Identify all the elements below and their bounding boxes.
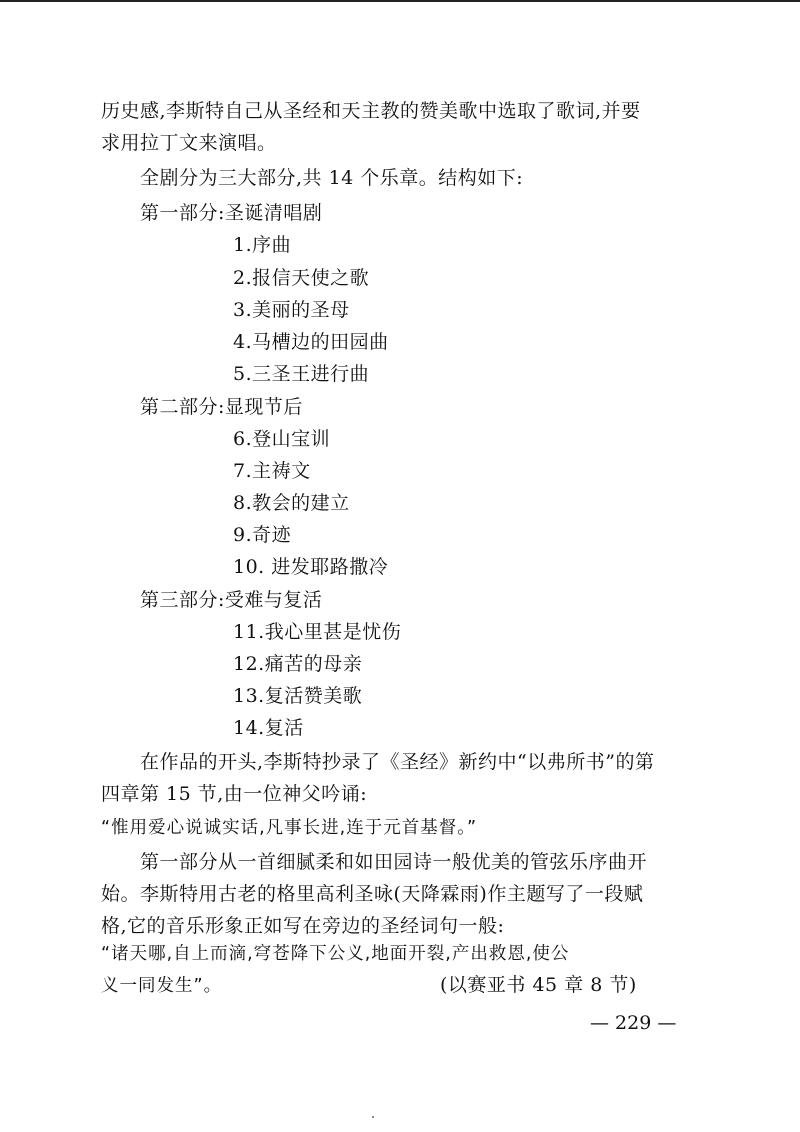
- scripture-citation: (以赛亚书 45 章 8 节): [440, 974, 637, 996]
- movement-item: 2.报信天使之歌: [233, 267, 370, 289]
- movement-item: 6.登山宝训: [233, 428, 331, 450]
- part-title: 第三部分:受难与复活: [140, 589, 323, 611]
- scripture-quote: “诸天哪,自上而滴,穹苍降下公义,地面开裂,产出救恩,使公: [101, 944, 570, 964]
- paragraph-line: 格,它的音乐形象正如写在旁边的圣经词句一般:: [101, 915, 505, 937]
- movement-item: 11.我心里甚是忧伤: [233, 621, 402, 643]
- movement-item: 5.三圣王进行曲: [233, 363, 370, 385]
- movement-item: 3.美丽的圣母: [233, 299, 350, 321]
- movement-item: 13.复活赞美歌: [233, 685, 363, 707]
- movement-item: 10. 进发耶路撒冷: [233, 556, 389, 578]
- top-border: [0, 0, 800, 2]
- page-number: — 229 —: [590, 1012, 677, 1034]
- paragraph-line: 第一部分从一首细腻柔和如田园诗一般优美的管弦乐序曲开: [140, 851, 648, 873]
- scripture-quote: 义一同发生”。: [101, 976, 223, 996]
- movement-item: 9.奇迹: [233, 524, 292, 546]
- part-title: 第二部分:显现节后: [140, 396, 303, 418]
- movement-item: 8.教会的建立: [233, 492, 350, 514]
- paragraph-line: 在作品的开头,李斯特抄录了《圣经》新约中“以弗所书”的第: [140, 751, 655, 773]
- scripture-quote: “惟用爱心说诚实话,凡事长进,连于元首基督。”: [101, 818, 478, 838]
- paragraph-line: 历史感,李斯特自己从圣经和天主教的赞美歌中选取了歌词,并要: [101, 100, 641, 122]
- part-title: 第一部分:圣诞清唱剧: [140, 202, 323, 224]
- movement-item: 1.序曲: [233, 234, 292, 256]
- movement-item: 7.主祷文: [233, 460, 311, 482]
- movement-item: 12.痛苦的母亲: [233, 653, 363, 675]
- paragraph-line: 始。李斯特用古老的格里高利圣咏(天降霖雨)作主题写了一段赋: [101, 883, 644, 905]
- scan-speck: [372, 1116, 374, 1118]
- paragraph-line: 求用拉丁文来演唱。: [101, 132, 277, 154]
- movement-item: 4.马槽边的田园曲: [233, 331, 389, 353]
- structure-intro: 全剧分为三大部分,共 14 个乐章。结构如下:: [140, 167, 524, 189]
- movement-item: 14.复活: [233, 717, 304, 739]
- paragraph-line: 四章第 15 节,由一位神父吟诵:: [101, 783, 368, 805]
